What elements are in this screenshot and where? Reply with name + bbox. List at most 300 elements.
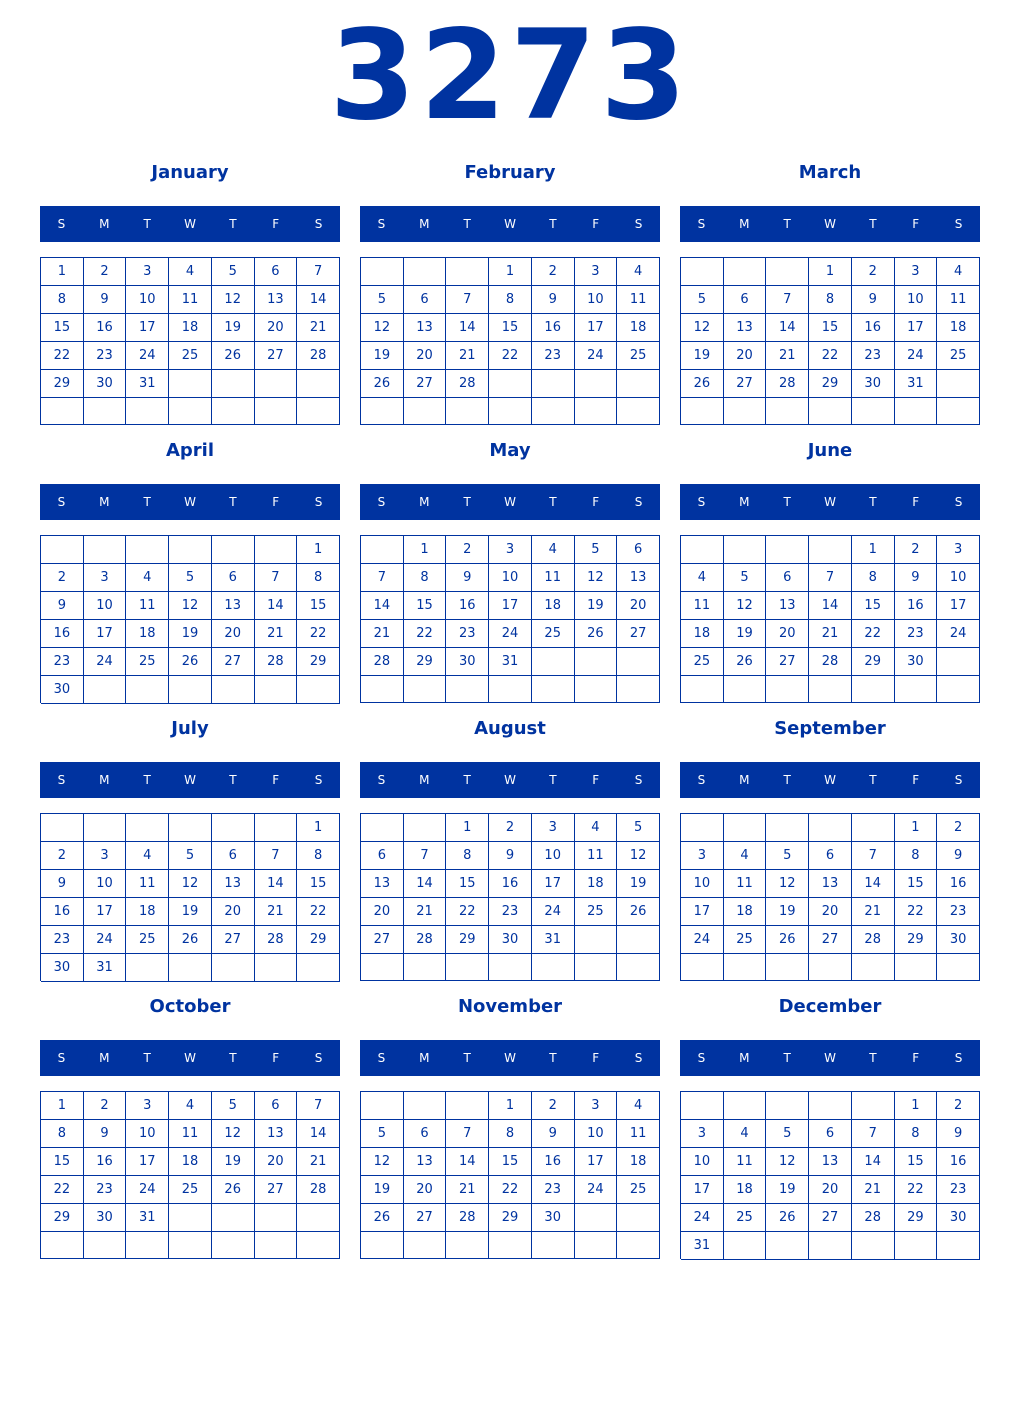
day-cell: 31 [895,370,938,398]
day-cell: 21 [297,314,340,342]
day-cell: 19 [617,870,660,898]
day-cell: 18 [617,1148,660,1176]
day-cell: 18 [169,314,212,342]
day-cell: 9 [489,842,532,870]
day-cell: 25 [169,1176,212,1204]
empty-cell [297,370,340,398]
day-cell: 27 [361,926,404,954]
day-cell: 1 [852,536,895,564]
day-cell: 11 [681,592,724,620]
weekday-label: M [739,773,750,787]
day-cell: 27 [617,620,660,648]
empty-cell [724,1092,767,1120]
day-cell: 7 [446,286,489,314]
day-cell: 22 [297,898,340,926]
empty-cell [297,1232,340,1259]
day-cell: 23 [446,620,489,648]
empty-cell [255,370,298,398]
empty-cell [852,676,895,703]
day-cell: 31 [532,926,575,954]
empty-cell [297,398,340,425]
day-cell: 8 [852,564,895,592]
weekday-label: W [184,1051,196,1065]
day-cell: 13 [212,592,255,620]
empty-cell [169,814,212,842]
empty-cell [575,676,618,703]
day-cell: 24 [489,620,532,648]
day-cell: 2 [489,814,532,842]
weekday-label: M [99,217,110,231]
empty-cell [681,398,724,425]
day-cell: 1 [489,1092,532,1120]
empty-cell [532,676,575,703]
empty-cell [895,1232,938,1260]
day-cell: 7 [852,842,895,870]
empty-cell [809,676,852,703]
empty-cell [766,676,809,703]
weekday-label: F [912,217,920,231]
day-cell: 7 [404,842,447,870]
weekday-label: T [549,773,557,787]
day-cell: 30 [489,926,532,954]
day-cell: 19 [575,592,618,620]
day-cell: 19 [361,1176,404,1204]
days-grid [360,535,660,703]
day-cell: 13 [809,870,852,898]
empty-cell [489,954,532,981]
day-cell: 9 [937,1120,980,1148]
days-grid [680,257,980,425]
day-cell: 16 [41,898,84,926]
day-cell: 11 [937,286,980,314]
day-cell: 15 [895,1148,938,1176]
day-cell: 4 [532,536,575,564]
day-cell: 3 [575,258,618,286]
weekday-label: T [143,495,151,509]
day-cell: 22 [895,1176,938,1204]
weekday-label: S [697,773,706,787]
day-cell: 23 [84,1176,127,1204]
weekday-label: W [824,217,836,231]
weekday-label: F [272,217,280,231]
day-cell: 16 [532,1148,575,1176]
day-cell: 8 [41,1120,84,1148]
empty-cell [212,370,255,398]
empty-cell [532,1232,575,1259]
weekday-label: T [463,773,471,787]
day-cell: 16 [489,870,532,898]
day-cell: 2 [84,1092,127,1120]
day-cell: 5 [212,1092,255,1120]
empty-cell [297,1204,340,1232]
day-cell: 3 [937,536,980,564]
empty-cell [361,398,404,425]
weekday-label: S [634,217,643,231]
empty-cell [809,814,852,842]
day-cell: 4 [575,814,618,842]
day-cell: 13 [255,286,298,314]
weekday-label: T [549,217,557,231]
day-cell: 20 [255,314,298,342]
weekday-label: T [463,217,471,231]
weekday-label: T [549,1051,557,1065]
weekday-label: S [57,1051,66,1065]
weekday-label: T [143,1051,151,1065]
day-cell: 28 [404,926,447,954]
day-cell: 28 [297,342,340,370]
day-cell: 24 [126,342,169,370]
day-cell: 22 [297,620,340,648]
day-cell: 13 [766,592,809,620]
empty-cell [766,1092,809,1120]
day-cell: 3 [84,564,127,592]
day-cell: 18 [724,898,767,926]
day-cell: 3 [681,842,724,870]
empty-cell [255,814,298,842]
day-cell: 8 [489,1120,532,1148]
weekday-label: F [272,773,280,787]
month-title: April [165,440,215,461]
day-cell: 19 [681,342,724,370]
day-cell: 27 [809,1204,852,1232]
empty-cell [41,398,84,425]
day-cell: 19 [361,342,404,370]
day-cell: 22 [404,620,447,648]
day-cell: 17 [84,898,127,926]
day-cell: 18 [532,592,575,620]
day-cell: 17 [84,620,127,648]
day-cell: 18 [575,870,618,898]
day-cell: 17 [937,592,980,620]
empty-cell [212,814,255,842]
empty-cell [361,814,404,842]
day-cell: 22 [852,620,895,648]
day-cell: 28 [766,370,809,398]
weekday-label: W [824,495,836,509]
empty-cell [937,398,980,425]
day-cell: 22 [489,342,532,370]
day-cell: 25 [681,648,724,676]
empty-cell [169,398,212,425]
day-cell: 17 [575,314,618,342]
day-cell: 16 [84,314,127,342]
day-cell: 15 [41,1148,84,1176]
day-cell: 22 [41,342,84,370]
day-cell: 25 [169,342,212,370]
day-cell: 31 [126,370,169,398]
day-cell: 17 [126,1148,169,1176]
empty-cell [489,1232,532,1259]
empty-cell [895,676,938,703]
day-cell: 2 [532,258,575,286]
empty-cell [617,1204,660,1232]
day-cell: 18 [681,620,724,648]
day-cell: 29 [809,370,852,398]
day-cell: 1 [446,814,489,842]
empty-cell [937,1232,980,1260]
day-cell: 6 [617,536,660,564]
day-cell: 9 [84,286,127,314]
day-cell: 1 [297,536,340,564]
weekday-label: F [592,495,600,509]
day-cell: 30 [937,926,980,954]
days-grid [360,257,660,425]
day-cell: 17 [532,870,575,898]
day-cell: 14 [446,314,489,342]
day-cell: 25 [126,648,169,676]
empty-cell [937,676,980,703]
day-cell: 10 [489,564,532,592]
weekday-label: W [184,773,196,787]
empty-cell [532,648,575,676]
day-cell: 16 [532,314,575,342]
day-cell: 8 [895,842,938,870]
day-cell: 22 [809,342,852,370]
month-title: July [171,718,209,739]
day-cell: 30 [41,954,84,982]
day-cell: 4 [724,1120,767,1148]
day-cell: 11 [617,1120,660,1148]
day-cell: 21 [297,1148,340,1176]
empty-cell [937,648,980,676]
day-cell: 25 [617,1176,660,1204]
day-cell: 23 [852,342,895,370]
empty-cell [404,954,447,981]
empty-cell [126,814,169,842]
day-cell: 24 [575,1176,618,1204]
day-cell: 29 [297,926,340,954]
empty-cell [617,954,660,981]
empty-cell [212,1232,255,1259]
empty-cell [575,398,618,425]
weekday-label: S [314,773,323,787]
weekday-label: M [99,773,110,787]
empty-cell [575,1232,618,1259]
weekday-header [40,1040,340,1076]
empty-cell [404,676,447,703]
day-cell: 28 [852,1204,895,1232]
day-cell: 12 [361,1148,404,1176]
day-cell: 5 [361,1120,404,1148]
day-cell: 25 [532,620,575,648]
day-cell: 10 [575,1120,618,1148]
day-cell: 28 [255,648,298,676]
empty-cell [361,1092,404,1120]
month-title: March [798,162,862,183]
empty-cell [489,676,532,703]
weekday-label: S [697,495,706,509]
day-cell: 6 [361,842,404,870]
day-cell: 2 [532,1092,575,1120]
weekday-label: T [869,495,877,509]
day-cell: 29 [895,1204,938,1232]
day-cell: 13 [404,1148,447,1176]
day-cell: 9 [446,564,489,592]
weekday-label: S [314,1051,323,1065]
day-cell: 17 [681,898,724,926]
day-cell: 6 [404,286,447,314]
day-cell: 14 [852,870,895,898]
weekday-header [360,1040,660,1076]
day-cell: 2 [41,564,84,592]
empty-cell [169,536,212,564]
day-cell: 19 [724,620,767,648]
day-cell: 3 [126,258,169,286]
day-cell: 29 [446,926,489,954]
month-title: February [464,162,556,183]
day-cell: 8 [297,564,340,592]
weekday-label: S [314,495,323,509]
weekday-label: M [419,773,430,787]
days-grid [360,813,660,981]
day-cell: 24 [937,620,980,648]
weekday-label: S [697,1051,706,1065]
day-cell: 11 [617,286,660,314]
day-cell: 9 [532,1120,575,1148]
weekday-label: M [419,495,430,509]
weekday-label: W [504,773,516,787]
day-cell: 16 [446,592,489,620]
day-cell: 22 [446,898,489,926]
empty-cell [361,536,404,564]
day-cell: 10 [895,286,938,314]
day-cell: 2 [41,842,84,870]
day-cell: 7 [297,1092,340,1120]
day-cell: 12 [766,870,809,898]
day-cell: 3 [575,1092,618,1120]
weekday-label: S [634,495,643,509]
day-cell: 23 [532,1176,575,1204]
day-cell: 5 [169,564,212,592]
weekday-label: T [783,495,791,509]
day-cell: 5 [724,564,767,592]
day-cell: 30 [446,648,489,676]
empty-cell [212,536,255,564]
day-cell: 12 [212,1120,255,1148]
day-cell: 11 [575,842,618,870]
month-title: June [807,440,853,461]
weekday-label: F [592,1051,600,1065]
day-cell: 25 [617,342,660,370]
weekday-label: T [869,773,877,787]
month-title: December [778,996,882,1017]
day-cell: 10 [937,564,980,592]
day-cell: 26 [361,1204,404,1232]
empty-cell [681,1092,724,1120]
weekday-label: S [377,495,386,509]
empty-cell [404,814,447,842]
day-cell: 23 [937,898,980,926]
weekday-label: S [377,1051,386,1065]
day-cell: 20 [404,1176,447,1204]
empty-cell [446,258,489,286]
empty-cell [212,954,255,982]
day-cell: 21 [255,620,298,648]
day-cell: 23 [84,342,127,370]
empty-cell [126,1232,169,1259]
empty-cell [617,370,660,398]
day-cell: 22 [41,1176,84,1204]
day-cell: 20 [212,898,255,926]
days-grid [680,535,980,703]
day-cell: 28 [852,926,895,954]
empty-cell [84,1232,127,1259]
day-cell: 25 [724,926,767,954]
day-cell: 10 [681,1148,724,1176]
day-cell: 12 [681,314,724,342]
weekday-label: M [99,495,110,509]
days-grid [680,1091,980,1259]
empty-cell [169,676,212,704]
month-title: November [457,996,563,1017]
day-cell: 27 [809,926,852,954]
day-cell: 14 [809,592,852,620]
day-cell: 28 [809,648,852,676]
day-cell: 18 [617,314,660,342]
day-cell: 14 [255,870,298,898]
day-cell: 4 [681,564,724,592]
day-cell: 30 [937,1204,980,1232]
weekday-label: W [184,217,196,231]
day-cell: 5 [169,842,212,870]
day-cell: 25 [937,342,980,370]
day-cell: 15 [404,592,447,620]
day-cell: 23 [41,926,84,954]
empty-cell [575,370,618,398]
day-cell: 18 [169,1148,212,1176]
day-cell: 19 [169,620,212,648]
weekday-label: S [634,1051,643,1065]
day-cell: 7 [809,564,852,592]
empty-cell [575,648,618,676]
day-cell: 12 [617,842,660,870]
weekday-label: F [592,217,600,231]
day-cell: 19 [766,898,809,926]
weekday-label: T [143,773,151,787]
day-cell: 20 [404,342,447,370]
empty-cell [361,258,404,286]
empty-cell [809,536,852,564]
empty-cell [895,954,938,981]
day-cell: 15 [446,870,489,898]
day-cell: 1 [809,258,852,286]
weekday-label: F [272,495,280,509]
day-cell: 27 [766,648,809,676]
day-cell: 29 [895,926,938,954]
days-grid [40,257,340,425]
day-cell: 26 [617,898,660,926]
day-cell: 3 [84,842,127,870]
day-cell: 6 [255,1092,298,1120]
day-cell: 10 [681,870,724,898]
empty-cell [255,1232,298,1259]
weekday-label: S [57,495,66,509]
weekday-label: M [739,1051,750,1065]
day-cell: 13 [255,1120,298,1148]
empty-cell [297,676,340,704]
day-cell: 9 [937,842,980,870]
day-cell: 2 [937,814,980,842]
empty-cell [212,1204,255,1232]
empty-cell [766,398,809,425]
empty-cell [361,954,404,981]
empty-cell [255,536,298,564]
empty-cell [575,926,618,954]
day-cell: 15 [489,314,532,342]
day-cell: 26 [169,648,212,676]
day-cell: 10 [126,1120,169,1148]
days-grid [40,1091,340,1259]
